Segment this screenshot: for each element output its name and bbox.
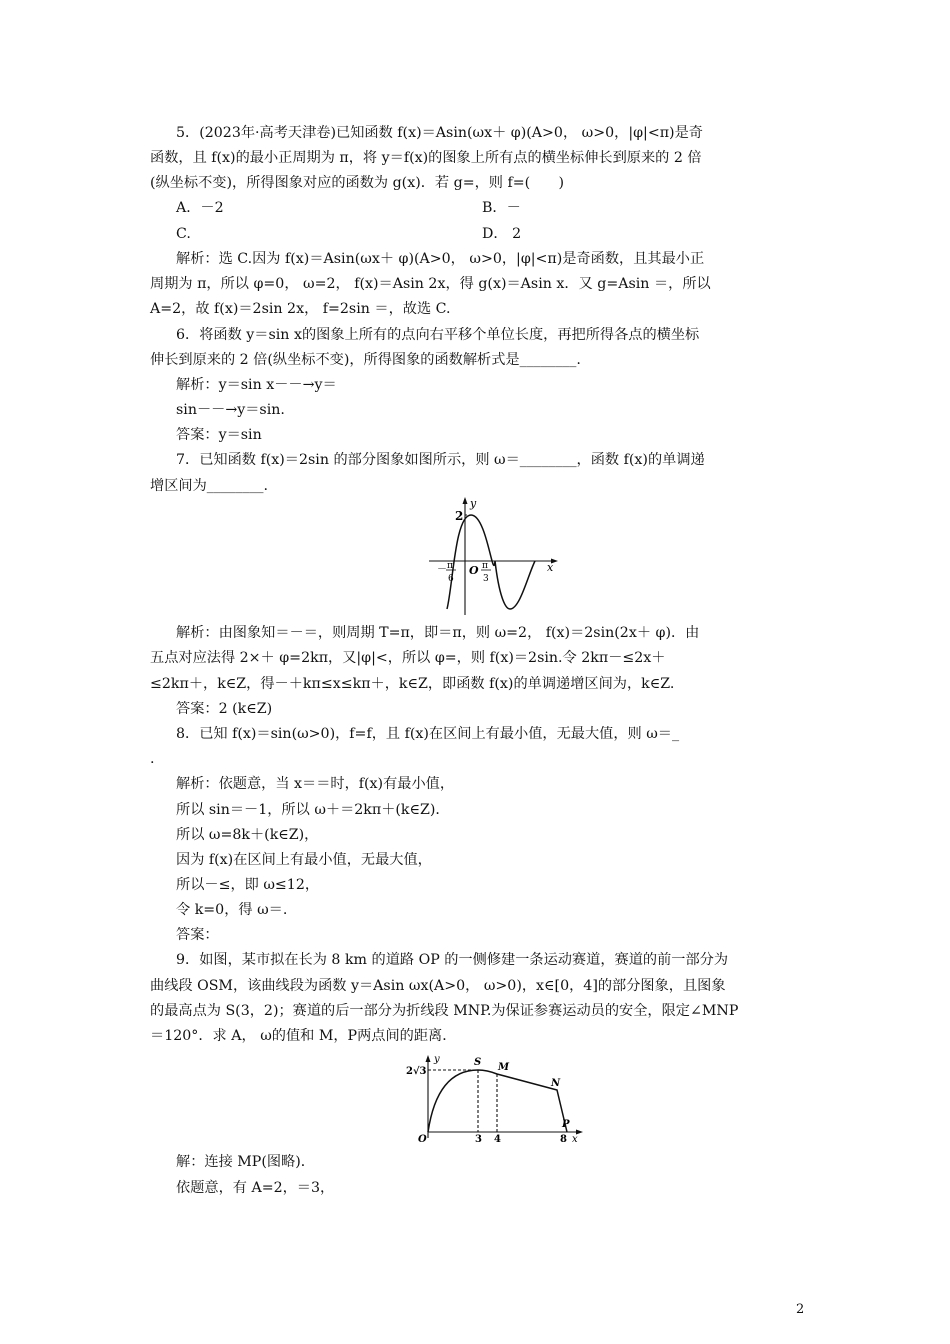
text-line: 所以 sin＝－1，所以 ω＋＝2kπ＋(k∈Z)． bbox=[176, 802, 450, 818]
origin-label: O bbox=[469, 564, 479, 577]
page-number: 2 bbox=[796, 1302, 805, 1317]
text-line: 的最高点为 S(3，2)；赛道的后一部分为折线段 MNP.为保证参赛运动员的安全，限定∠MNP bbox=[150, 1003, 739, 1019]
text-line: 函数，且 f(x)的最小正周期为 π，将 y＝f(x)的图象上所有点的横坐标伸长到原来的 2 倍 bbox=[150, 150, 702, 166]
choice-c: C. bbox=[176, 226, 191, 242]
y-axis-arrow bbox=[426, 1055, 431, 1062]
text-line: 周期为 π，所以 φ=0， ω=2， f(x)＝Asin 2x，得 g(x)＝Asin x．又 g=Asin ＝，所以 bbox=[150, 276, 711, 292]
text-line: 曲线段 OSM，该曲线段为函数 y＝Asin ωx(A>0， ω>0)，x∈[0，4]的部分图象，且图象 bbox=[150, 978, 726, 994]
text-line: 令 k=0，得 ω＝. bbox=[176, 902, 288, 918]
point-s-label: S bbox=[474, 1057, 482, 1068]
text-line: ≤2kπ＋，k∈Z，得－＋kπ≤x≤kπ＋，k∈Z，即函数 f(x)的单调递增区间为，k∈Z. bbox=[150, 676, 675, 692]
text-line: 6．将函数 y＝sin x的图象上所有的点向右平移个单位长度，再把所得各点的横坐标 bbox=[176, 327, 700, 343]
text-line: . bbox=[150, 751, 155, 767]
choice-a: A．－2 bbox=[176, 200, 224, 216]
choice-b: B．－ bbox=[482, 200, 521, 216]
tick-neg-sign: － bbox=[437, 564, 447, 575]
text-line: 解析：选 C.因为 f(x)＝Asin(ωx＋ φ)(A>0， ω>0，|φ|<π)是奇函数，且其最小正 bbox=[176, 251, 705, 267]
x-tick-8: 8 bbox=[560, 1134, 567, 1144]
text-line: 解析：由图象知＝－＝，则周期 T=π，即＝π，则 ω=2， f(x)＝2sin(2x＋ φ)．由 bbox=[176, 625, 700, 641]
tick-pos-numerator: π bbox=[482, 561, 488, 571]
text-line: 解析：y＝sin x－－→y＝ bbox=[176, 377, 337, 393]
text-line: 依题意，有 A=2，＝3， bbox=[176, 1180, 335, 1196]
answer-line: 答案：y＝sin bbox=[176, 427, 262, 443]
tick-2: 2 bbox=[455, 509, 464, 523]
point-p-label: P bbox=[562, 1119, 570, 1130]
x-tick-4: 4 bbox=[494, 1134, 501, 1144]
x-tick-3: 3 bbox=[475, 1134, 482, 1144]
x-axis-label: x bbox=[572, 1134, 578, 1144]
text-line: 因为 f(x)在区间上有最小值，无最大值， bbox=[176, 852, 432, 868]
race-track-figure bbox=[402, 1052, 592, 1144]
tick-neg-denominator: 6 bbox=[448, 574, 454, 584]
y-axis-label: y bbox=[434, 1054, 440, 1065]
text-line: 9．如图，某市拟在长为 8 km 的道路 OP 的一侧修建一条运动赛道，赛道的前一部分为 bbox=[176, 952, 729, 968]
text-line: A=2，故 f(x)＝2sin 2x， f=2sin ＝，故选 C. bbox=[150, 301, 451, 317]
answer-line: 答案： bbox=[176, 927, 219, 943]
sine-curve bbox=[447, 515, 535, 609]
sine-graph-figure bbox=[425, 495, 560, 617]
text-line: 所以 ω=8k＋(k∈Z)， bbox=[176, 827, 319, 843]
text-line: 所以－≤，即 ω≤12， bbox=[176, 877, 320, 893]
text-line: 8．已知 f(x)＝sin(ω>0)，f=f，且 f(x)在区间上有最小值，无最大值，则 ω＝_ bbox=[176, 726, 680, 742]
curve-osm bbox=[428, 1070, 497, 1132]
y-axis-label: y bbox=[470, 497, 477, 510]
text-line: 伸长到原来的 2 倍(纵坐标不变)，所得图象的函数解析式是________. bbox=[150, 352, 581, 368]
text-line: sin－－→y＝sin. bbox=[176, 402, 285, 418]
point-n-label: N bbox=[551, 1078, 561, 1089]
origin-label: O bbox=[418, 1134, 427, 1144]
text-line: 增区间为________. bbox=[150, 478, 269, 494]
y-tick-label: 2√3 bbox=[406, 1066, 427, 1077]
answer-line: 答案：2 (k∈Z) bbox=[176, 701, 273, 717]
text-line: 7．已知函数 f(x)＝2sin 的部分图象如图所示，则 ω＝________，函数 f(x)的单调递 bbox=[176, 452, 705, 468]
text-line: (纵坐标不变)，所得图象对应的函数为 g(x)．若 g=，则 f=( ) bbox=[150, 175, 565, 191]
tick-neg-numerator: π bbox=[447, 561, 453, 571]
choice-d: D． 2 bbox=[482, 226, 522, 242]
text-line: 解：连接 MP(图略)． bbox=[176, 1154, 315, 1170]
y-axis-arrow bbox=[463, 497, 468, 504]
text-line: 5．(2023年·高考天津卷)已知函数 f(x)＝Asin(ωx＋ φ)(A>0， ω>0，|φ|<π)是奇 bbox=[176, 125, 703, 141]
x-axis-label: x bbox=[547, 561, 554, 574]
text-line: 五点对应法得 2×＋ φ=2kπ，又|φ|<，所以 φ=，则 f(x)＝2sin.令 2kπ－≤2x＋ bbox=[150, 650, 666, 666]
text-line: ＝120°．求 A， ω的值和 M，P两点间的距离． bbox=[150, 1028, 457, 1044]
point-m-label: M bbox=[498, 1062, 510, 1073]
tick-pos-denominator: 3 bbox=[483, 574, 489, 584]
text-line: 解析：依题意，当 x＝＝时，f(x)有最小值， bbox=[176, 776, 455, 792]
